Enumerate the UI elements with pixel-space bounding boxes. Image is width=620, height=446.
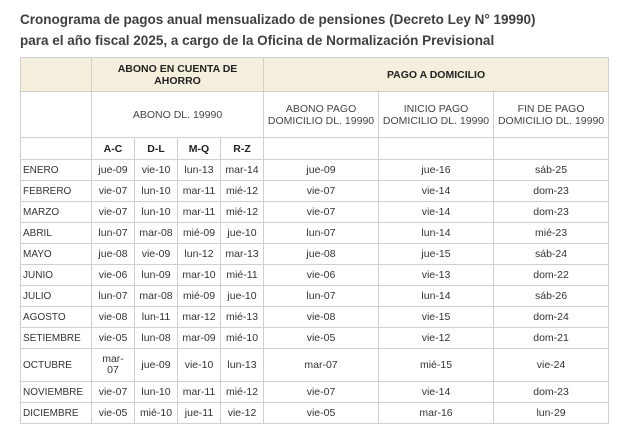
ac-date-cell: mar-07 <box>92 349 135 382</box>
ac-date-cell: vie-05 <box>92 328 135 349</box>
dl-date-cell: lun-09 <box>135 265 178 286</box>
dl-date-cell: lun-08 <box>135 328 178 349</box>
letter-group-r-z: R-Z <box>221 138 264 160</box>
mq-date-cell: mar-11 <box>178 382 221 403</box>
page-title <box>20 9 610 51</box>
abono-date-cell: vie-07 <box>264 382 379 403</box>
fin-date-cell: vie-24 <box>494 349 609 382</box>
abono-date-cell: lun-07 <box>264 286 379 307</box>
fin-date-cell: mié-23 <box>494 223 609 244</box>
page-title-line-2: para el año fiscal 2025, a cargo de la Oficina de Normalización Previsional <box>20 33 495 48</box>
dl-date-cell: vie-09 <box>135 244 178 265</box>
dl-date-cell: mar-08 <box>135 286 178 307</box>
mq-date-cell: mié-09 <box>178 286 221 307</box>
month-cell: ABRIL <box>21 223 92 244</box>
dl-date-cell: jue-09 <box>135 349 178 382</box>
fin-date-cell: dom-23 <box>494 202 609 223</box>
table-row <box>21 265 609 286</box>
table-row <box>21 286 609 307</box>
abono-pago-domicilio-header: ABONO PAGO DOMICILIO DL. 19990 <box>264 92 379 138</box>
fin-date-cell: dom-23 <box>494 181 609 202</box>
table-row <box>21 244 609 265</box>
month-cell: ENERO <box>21 160 92 181</box>
abono-date-cell: jue-08 <box>264 244 379 265</box>
schedule-body <box>21 160 609 424</box>
month-cell: AGOSTO <box>21 307 92 328</box>
month-cell: MAYO <box>21 244 92 265</box>
inicio-date-cell: jue-16 <box>379 160 494 181</box>
table-row <box>21 349 609 382</box>
ac-date-cell: jue-08 <box>92 244 135 265</box>
fin-pago-domicilio-header: FIN DE PAGO DOMICILIO DL. 19990 <box>494 92 609 138</box>
abono-date-cell: vie-07 <box>264 202 379 223</box>
month-cell: JULIO <box>21 286 92 307</box>
rz-date-cell: mié-13 <box>221 307 264 328</box>
abono-date-cell: vie-06 <box>264 265 379 286</box>
month-cell: MARZO <box>21 202 92 223</box>
dl-date-cell: lun-10 <box>135 181 178 202</box>
table-row <box>21 202 609 223</box>
month-cell: DICIEMBRE <box>21 403 92 424</box>
month-letter-cell <box>21 138 92 160</box>
empty-cell <box>494 138 609 160</box>
table-row <box>21 382 609 403</box>
abono-date-cell: mar-07 <box>264 349 379 382</box>
inicio-date-cell: vie-14 <box>379 202 494 223</box>
fin-date-cell: dom-23 <box>494 382 609 403</box>
letter-group-row <box>21 138 609 160</box>
ac-date-cell: jue-09 <box>92 160 135 181</box>
inicio-pago-domicilio-header: INICIO PAGO DOMICILIO DL. 19990 <box>379 92 494 138</box>
month-cell: SETIEMBRE <box>21 328 92 349</box>
dl-date-cell: lun-10 <box>135 382 178 403</box>
fin-date-cell: sáb-24 <box>494 244 609 265</box>
abono-date-cell: jue-09 <box>264 160 379 181</box>
rz-date-cell: vie-12 <box>221 403 264 424</box>
letter-group-a-c: A-C <box>92 138 135 160</box>
month-subheader-cell <box>21 92 92 138</box>
mq-date-cell: mar-11 <box>178 202 221 223</box>
empty-cell <box>264 138 379 160</box>
fin-date-cell: dom-22 <box>494 265 609 286</box>
month-cell: JUNIO <box>21 265 92 286</box>
month-cell: NOVIEMBRE <box>21 382 92 403</box>
table-row <box>21 307 609 328</box>
table-row <box>21 181 609 202</box>
inicio-date-cell: mar-16 <box>379 403 494 424</box>
inicio-date-cell: vie-15 <box>379 307 494 328</box>
ac-date-cell: vie-07 <box>92 202 135 223</box>
group-header-row <box>21 58 609 92</box>
pago-domicilio-header: PAGO A DOMICILIO <box>264 58 609 92</box>
rz-date-cell: jue-10 <box>221 286 264 307</box>
rz-date-cell: mar-13 <box>221 244 264 265</box>
abono-date-cell: vie-07 <box>264 181 379 202</box>
rz-date-cell: mié-12 <box>221 181 264 202</box>
table-row <box>21 328 609 349</box>
rz-date-cell: mié-12 <box>221 202 264 223</box>
rz-date-cell: jue-10 <box>221 223 264 244</box>
dl-date-cell: mié-10 <box>135 403 178 424</box>
mq-date-cell: vie-10 <box>178 349 221 382</box>
month-cell: OCTUBRE <box>21 349 92 382</box>
mq-date-cell: mar-11 <box>178 181 221 202</box>
month-cell: FEBRERO <box>21 181 92 202</box>
ac-date-cell: vie-06 <box>92 265 135 286</box>
rz-date-cell: mié-11 <box>221 265 264 286</box>
table-row <box>21 160 609 181</box>
dl-date-cell: mar-08 <box>135 223 178 244</box>
ac-date-cell: lun-07 <box>92 223 135 244</box>
dl-date-cell: vie-10 <box>135 160 178 181</box>
fin-date-cell: sáb-25 <box>494 160 609 181</box>
table-row <box>21 223 609 244</box>
mq-date-cell: lun-12 <box>178 244 221 265</box>
dl-date-cell: lun-10 <box>135 202 178 223</box>
ac-date-cell: vie-07 <box>92 382 135 403</box>
sub-header-row <box>21 92 609 138</box>
dl-date-cell: lun-11 <box>135 307 178 328</box>
mq-date-cell: mar-12 <box>178 307 221 328</box>
month-header-cell <box>21 58 92 92</box>
inicio-date-cell: mié-15 <box>379 349 494 382</box>
mq-date-cell: mar-10 <box>178 265 221 286</box>
rz-date-cell: mié-12 <box>221 382 264 403</box>
abono-date-cell: lun-07 <box>264 223 379 244</box>
ac-date-cell: lun-07 <box>92 286 135 307</box>
letter-group-m-q: M-Q <box>178 138 221 160</box>
inicio-date-cell: vie-12 <box>379 328 494 349</box>
rz-date-cell: mar-14 <box>221 160 264 181</box>
inicio-date-cell: vie-14 <box>379 382 494 403</box>
ac-date-cell: vie-05 <box>92 403 135 424</box>
mq-date-cell: lun-13 <box>178 160 221 181</box>
fin-date-cell: sáb-26 <box>494 286 609 307</box>
fin-date-cell: dom-21 <box>494 328 609 349</box>
abono-date-cell: vie-05 <box>264 403 379 424</box>
mq-date-cell: jue-11 <box>178 403 221 424</box>
ac-date-cell: vie-07 <box>92 181 135 202</box>
mq-date-cell: mar-09 <box>178 328 221 349</box>
payment-schedule-table <box>20 57 609 424</box>
rz-date-cell: lun-13 <box>221 349 264 382</box>
inicio-date-cell: vie-13 <box>379 265 494 286</box>
page-title-line-1: Cronograma de pagos anual mensualizado de pensiones (Decreto Ley N° 19990) <box>20 12 536 27</box>
abono-date-cell: vie-08 <box>264 307 379 328</box>
abono-date-cell: vie-05 <box>264 328 379 349</box>
table-row <box>21 403 609 424</box>
abono-cuenta-header: ABONO EN CUENTA DE AHORRO <box>92 58 264 92</box>
empty-cell <box>379 138 494 160</box>
ac-date-cell: vie-08 <box>92 307 135 328</box>
inicio-date-cell: jue-15 <box>379 244 494 265</box>
rz-date-cell: mié-10 <box>221 328 264 349</box>
abono-dl-header: ABONO DL. 19990 <box>92 92 264 138</box>
mq-date-cell: mié-09 <box>178 223 221 244</box>
fin-date-cell: dom-24 <box>494 307 609 328</box>
letter-group-d-l: D-L <box>135 138 178 160</box>
inicio-date-cell: lun-14 <box>379 223 494 244</box>
inicio-date-cell: vie-14 <box>379 181 494 202</box>
inicio-date-cell: lun-14 <box>379 286 494 307</box>
fin-date-cell: lun-29 <box>494 403 609 424</box>
